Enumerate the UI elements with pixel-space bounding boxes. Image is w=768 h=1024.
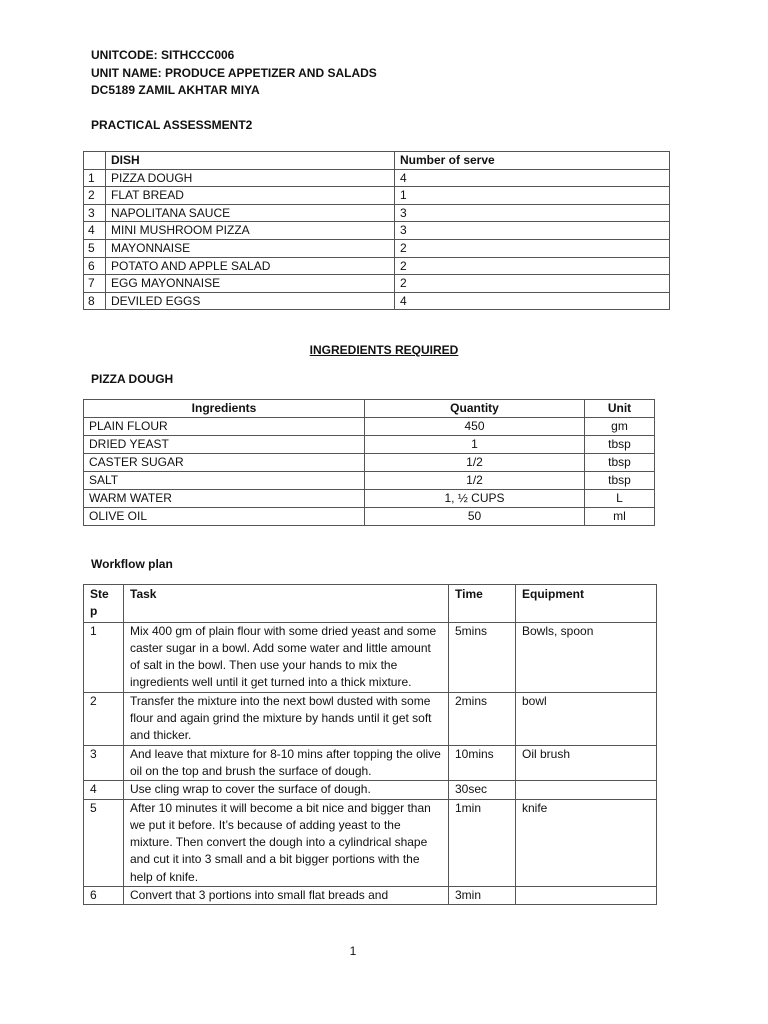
dish-cell: NAPOLITANA SAUCE <box>106 204 395 222</box>
dish-cell: MINI MUSHROOM PIZZA <box>106 222 395 240</box>
ingredient-cell: WARM WATER <box>84 490 365 508</box>
equipment-cell: Bowls, spoon <box>516 622 657 692</box>
row-number-cell: 3 <box>84 204 106 222</box>
header-unit: Unit <box>585 400 655 418</box>
ingredient-cell: OLIVE OIL <box>84 508 365 526</box>
row-number-cell: 7 <box>84 275 106 293</box>
unit-cell: tbsp <box>585 436 655 454</box>
table-row <box>84 887 657 905</box>
table-row <box>84 622 657 692</box>
pizza-dough-title: PIZZA DOUGH <box>91 372 174 386</box>
dish-cell: POTATO AND APPLE SALAD <box>106 257 395 275</box>
step-cell: 3 <box>84 745 124 781</box>
equipment-cell: bowl <box>516 692 657 745</box>
step-cell: 6 <box>84 887 124 905</box>
workflow-table <box>83 584 657 905</box>
header-quantity: Quantity <box>365 400 585 418</box>
dish-cell: FLAT BREAD <box>106 187 395 205</box>
table-row <box>84 454 655 472</box>
task-cell: Use cling wrap to cover the surface of dough. <box>124 781 449 799</box>
unit-cell: gm <box>585 418 655 436</box>
table-row <box>84 187 670 205</box>
dish-cell: DEVILED EGGS <box>106 292 395 310</box>
row-number-cell: 1 <box>84 169 106 187</box>
dish-cell: EGG MAYONNAISE <box>106 275 395 293</box>
table-row <box>84 292 670 310</box>
row-number-cell: 2 <box>84 187 106 205</box>
quantity-cell: 1/2 <box>365 454 585 472</box>
unit-cell: L <box>585 490 655 508</box>
table-row <box>84 169 670 187</box>
time-cell: 30sec <box>449 781 516 799</box>
ingredient-cell: DRIED YEAST <box>84 436 365 454</box>
assessment-title: PRACTICAL ASSESSMENT2 <box>91 118 253 132</box>
row-number-cell: 8 <box>84 292 106 310</box>
serve-cell: 4 <box>395 292 670 310</box>
ingredient-cell: SALT <box>84 472 365 490</box>
step-cell: 5 <box>84 799 124 886</box>
task-cell: Mix 400 gm of plain flour with some dried yeast and some caster sugar in a bowl. Add some water and little amount of salt in the bowl. Then use your hands to mix the ingredients well until it get turned into a thick mixture. <box>124 622 449 692</box>
header-task: Task <box>124 585 449 623</box>
table-row <box>84 508 655 526</box>
equipment-cell <box>516 887 657 905</box>
time-cell: 10mins <box>449 745 516 781</box>
time-cell: 5mins <box>449 622 516 692</box>
table-header-row <box>84 585 657 623</box>
header-equipment: Equipment <box>516 585 657 623</box>
table-row <box>84 799 657 886</box>
table-row <box>84 745 657 781</box>
quantity-cell: 1, ½ CUPS <box>365 490 585 508</box>
dish-table <box>83 151 670 310</box>
table-header-row <box>84 152 670 170</box>
serve-cell: 2 <box>395 257 670 275</box>
quantity-cell: 450 <box>365 418 585 436</box>
table-row <box>84 436 655 454</box>
unit-code: UNITCODE: SITHCCC006 <box>91 48 235 62</box>
equipment-cell: knife <box>516 799 657 886</box>
table-row <box>84 239 670 257</box>
ingredient-cell: CASTER SUGAR <box>84 454 365 472</box>
serve-cell: 3 <box>395 204 670 222</box>
serve-cell: 1 <box>395 187 670 205</box>
quantity-cell: 1 <box>365 436 585 454</box>
unit-name: UNIT NAME: PRODUCE APPETIZER AND SALADS <box>91 66 377 80</box>
header-serve: Number of serve <box>395 152 670 170</box>
ingredients-table <box>83 399 655 526</box>
time-cell: 2mins <box>449 692 516 745</box>
ingredient-cell: PLAIN FLOUR <box>84 418 365 436</box>
time-cell: 3min <box>449 887 516 905</box>
table-header-row <box>84 400 655 418</box>
unit-cell: tbsp <box>585 454 655 472</box>
time-cell: 1min <box>449 799 516 886</box>
unit-cell: tbsp <box>585 472 655 490</box>
task-cell: Transfer the mixture into the next bowl dusted with some flour and again grind the mixture by hands until it get soft and thicker. <box>124 692 449 745</box>
task-cell: After 10 minutes it will become a bit nice and bigger than we put it before. It’s because of adding yeast to the mixture. Then convert the dough into a cylindrical shape and cut it into 3 small and a bit bigger portions with the help of knife. <box>124 799 449 886</box>
table-row <box>84 257 670 275</box>
row-number-cell: 5 <box>84 239 106 257</box>
step-cell: 1 <box>84 622 124 692</box>
serve-cell: 4 <box>395 169 670 187</box>
step-cell: 4 <box>84 781 124 799</box>
ingredients-required-title: INGREDIENTS REQUIRED <box>309 343 459 357</box>
serve-cell: 3 <box>395 222 670 240</box>
equipment-cell: Oil brush <box>516 745 657 781</box>
quantity-cell: 1/2 <box>365 472 585 490</box>
header-ingredients: Ingredients <box>84 400 365 418</box>
step-cell: 2 <box>84 692 124 745</box>
table-row <box>84 781 657 799</box>
workflow-title: Workflow plan <box>91 557 173 571</box>
row-number-cell: 4 <box>84 222 106 240</box>
table-row <box>84 418 655 436</box>
table-row <box>84 222 670 240</box>
serve-cell: 2 <box>395 275 670 293</box>
table-row <box>84 275 670 293</box>
task-cell: Convert that 3 portions into small flat breads and <box>124 887 449 905</box>
header-step: Ste p <box>84 585 124 623</box>
table-row <box>84 490 655 508</box>
table-row <box>84 204 670 222</box>
equipment-cell <box>516 781 657 799</box>
table-row <box>84 472 655 490</box>
task-cell: And leave that mixture for 8-10 mins after topping the olive oil on the top and brush the surface of dough. <box>124 745 449 781</box>
header-number <box>84 152 106 170</box>
page-number: 1 <box>349 944 357 958</box>
table-row <box>84 692 657 745</box>
unit-cell: ml <box>585 508 655 526</box>
row-number-cell: 6 <box>84 257 106 275</box>
header-time: Time <box>449 585 516 623</box>
student-name: DC5189 ZAMIL AKHTAR MIYA <box>91 83 260 97</box>
dish-cell: PIZZA DOUGH <box>106 169 395 187</box>
serve-cell: 2 <box>395 239 670 257</box>
header-dish: DISH <box>106 152 395 170</box>
quantity-cell: 50 <box>365 508 585 526</box>
dish-cell: MAYONNAISE <box>106 239 395 257</box>
